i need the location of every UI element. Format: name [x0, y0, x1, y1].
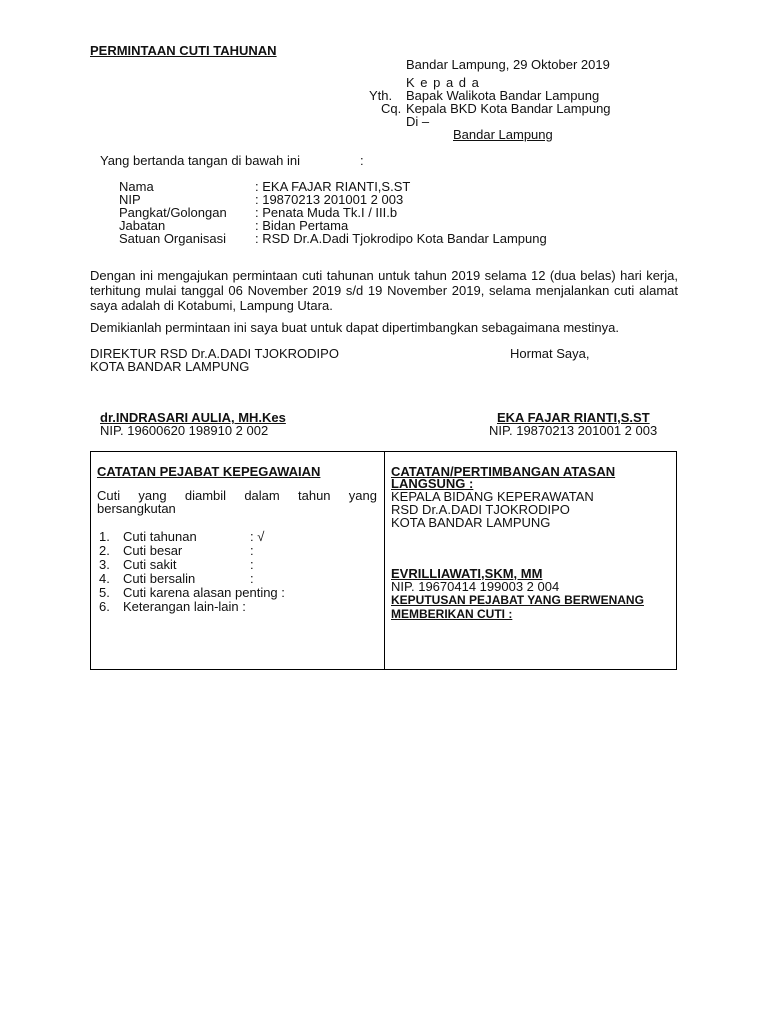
identity-label-nama: Nama: [119, 179, 154, 194]
identity-value-pangkat: : Penata Muda Tk.I / III.b: [255, 205, 398, 220]
addressee-cq: Kepala BKD Kota Bandar Lampung: [406, 101, 611, 116]
supervisor-title-line3: KOTA BANDAR LAMPUNG: [391, 515, 551, 530]
identity-value-nama: : EKA FAJAR RIANTI,S.ST: [255, 179, 411, 194]
leave-item-mark: : √: [250, 529, 265, 544]
identity-label-jabatan: Jabatan: [119, 218, 166, 233]
leave-item-label: Cuti bersalin: [123, 571, 196, 586]
leave-item-label: Cuti besar: [123, 543, 183, 558]
signer-left-title-line1: DIREKTUR RSD Dr.A.DADI TJOKRODIPO: [90, 346, 339, 361]
signer-right-name: EKA FAJAR RIANTI,S.ST: [497, 410, 650, 425]
leave-item-number: 5.: [99, 585, 110, 600]
decision-heading-line1: KEPUTUSAN PEJABAT YANG BERWENANG: [391, 593, 644, 607]
right-cell-heading-line1: CATATAN/PERTIMBANGAN ATASAN: [391, 464, 616, 479]
leave-item-mark: :: [250, 557, 254, 572]
signer-right-nip: NIP. 19870213 201001 2 003: [489, 423, 658, 438]
addressee-city: Bandar Lampung: [453, 127, 553, 142]
body-paragraph-closing: Demikianlah permintaan ini saya buat untuk dapat dipertimbangkan sebagaimana mestinya.: [90, 320, 619, 335]
identity-label-satuan: Satuan Organisasi: [119, 231, 226, 246]
identity-value-nip: : 19870213 201001 2 003: [255, 192, 404, 207]
leave-item-number: 3.: [99, 557, 110, 572]
leave-item-label: Cuti sakit: [123, 557, 177, 572]
leave-item-number: 6.: [99, 599, 110, 614]
signer-left-name: dr.INDRASARI AULIA, MH.Kes: [100, 410, 286, 425]
supervisor-title-line1: KEPALA BIDANG KEPERAWATAN: [391, 489, 594, 504]
signer-left-title-line2: KOTA BANDAR LAMPUNG: [90, 359, 250, 374]
leave-item-mark: :: [250, 571, 254, 586]
addressee-kepada: K e p a d a: [406, 75, 480, 90]
addressee-di: Di –: [406, 114, 430, 129]
identity-label-pangkat: Pangkat/Golongan: [119, 205, 227, 220]
supervisor-name: EVRILLIAWATI,SKM, MM: [391, 566, 543, 581]
leave-item-label: Cuti tahunan: [123, 529, 197, 544]
supervisor-nip: NIP. 19670414 199003 2 004: [391, 579, 560, 594]
identity-label-nip: NIP: [119, 192, 141, 207]
approval-table: [90, 451, 677, 670]
left-cell-heading: CATATAN PEJABAT KEPEGAWAIAN: [97, 464, 321, 479]
signer-left-nip: NIP. 19600620 198910 2 002: [100, 423, 269, 438]
intro-text: Yang bertanda tangan di bawah ini: [100, 153, 300, 168]
decision-heading-line2: MEMBERIKAN CUTI :: [391, 607, 513, 621]
document-title: PERMINTAAN CUTI TAHUNAN: [90, 43, 277, 58]
leave-item-number: 2.: [99, 543, 110, 558]
leave-item-mark: :: [250, 543, 254, 558]
leave-item-label: Cuti karena alasan penting :: [123, 585, 285, 600]
identity-value-satuan: : RSD Dr.A.Dadi Tjokrodipo Kota Bandar Lampung: [255, 231, 547, 246]
intro-colon: :: [360, 153, 364, 168]
signer-right-greeting: Hormat Saya,: [510, 346, 590, 361]
place-date: Bandar Lampung, 29 Oktober 2019: [406, 57, 610, 72]
identity-value-jabatan: : Bidan Pertama: [255, 218, 349, 233]
addressee-yth: Bapak Walikota Bandar Lampung: [406, 88, 600, 103]
supervisor-title-line2: RSD Dr.A.DADI TJOKRODIPO: [391, 502, 570, 517]
leave-item-label: Keterangan lain-lain :: [123, 599, 246, 614]
leave-item-number: 4.: [99, 571, 110, 586]
body-paragraph-request: Dengan ini mengajukan permintaan cuti tahunan untuk tahun 2019 selama 12 (dua belas) hari kerja, terhitung mulai tanggal 06 November 2019 s/d 19 November 2019, selama menjalankan cuti alamat saya adalah di Kotabumi, Lampung Utara.: [90, 268, 678, 313]
cq-prefix: Cq.: [381, 101, 402, 116]
leave-item-number: 1.: [99, 529, 110, 544]
table-divider: [384, 452, 385, 669]
yth-prefix: Yth.: [369, 88, 393, 103]
right-cell-heading-line2: LANGSUNG :: [391, 476, 474, 491]
left-cell-note: Cuti yang diambil dalam tahun yang bersangkutan: [97, 488, 377, 516]
